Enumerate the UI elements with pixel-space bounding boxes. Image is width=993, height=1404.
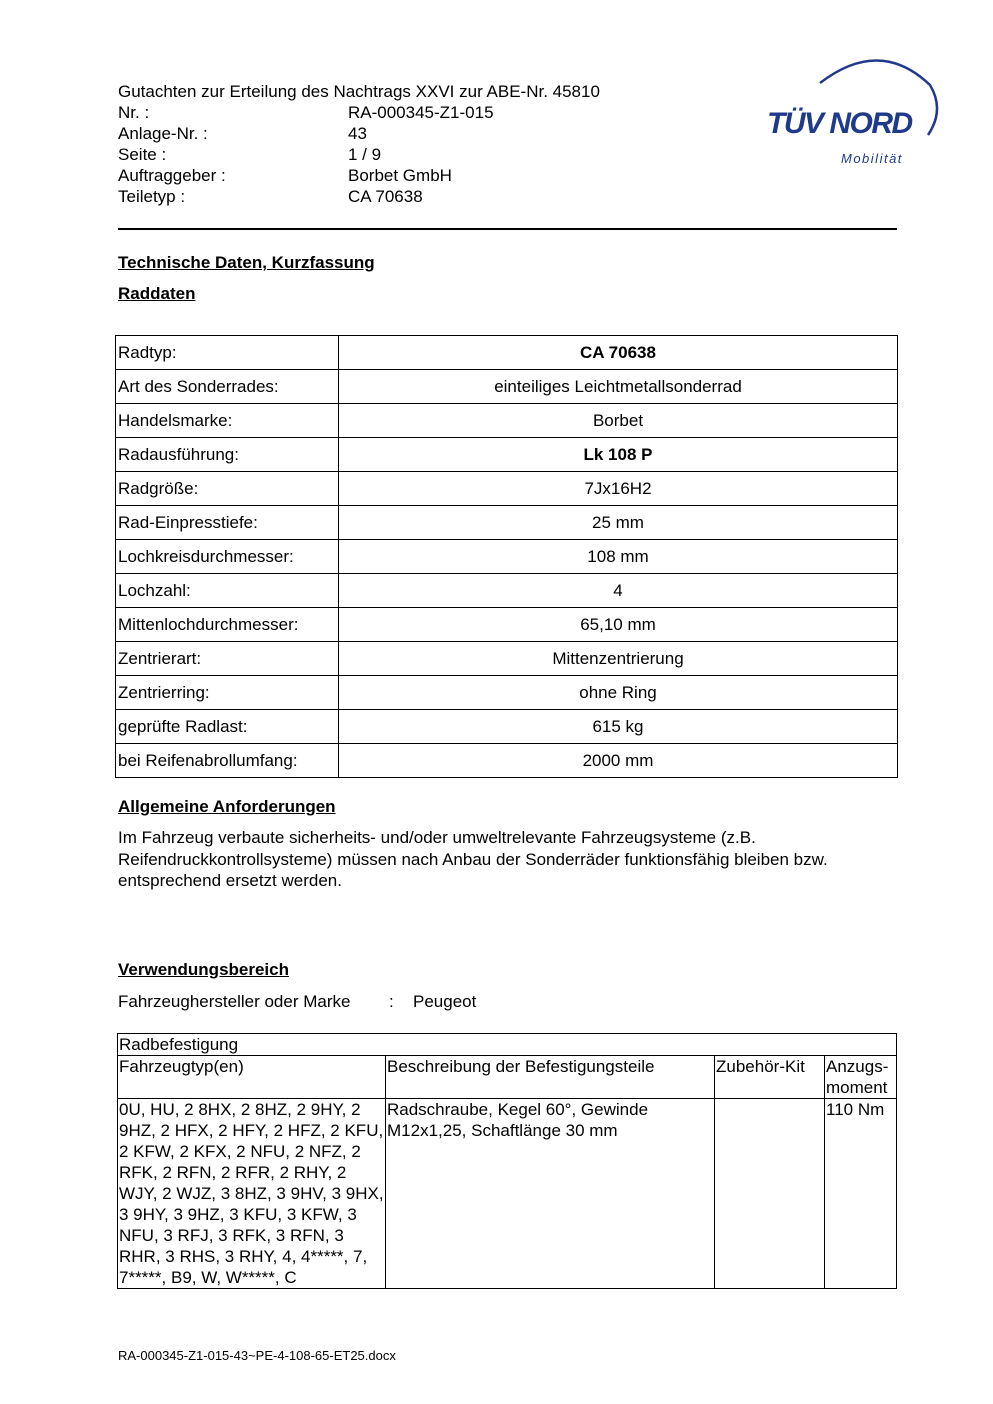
table-value: 65,10 mm: [339, 608, 898, 642]
table-row: [116, 540, 898, 574]
logo-subtitle: Mobilität: [841, 151, 903, 166]
table-row: [116, 676, 898, 710]
table-row: [116, 472, 898, 506]
table-value: 108 mm: [339, 540, 898, 574]
header-label-seite: Seite :: [118, 145, 167, 164]
manufacturer-separator: :: [389, 992, 394, 1011]
table-key: Radtyp:: [116, 336, 339, 370]
table-value: 615 kg: [339, 710, 898, 744]
table-header-row: [118, 1056, 897, 1099]
table-value: CA 70638: [339, 336, 898, 370]
manufacturer-value: Peugeot: [413, 992, 477, 1011]
column-header-kit: Zubehör-Kit: [715, 1056, 825, 1099]
table-key: Mittenlochdurchmesser:: [116, 608, 339, 642]
table-value: 2000 mm: [339, 744, 898, 778]
column-header-vehicle-types: Fahrzeugtyp(en): [118, 1056, 386, 1099]
column-header-torque: Anzugs-moment: [825, 1056, 897, 1099]
table-key: Zentrierring:: [116, 676, 339, 710]
table-row: [116, 404, 898, 438]
header-label-nr: Nr. :: [118, 103, 150, 122]
table-value: Mittenzentrierung: [339, 642, 898, 676]
wheel-mounting-table: [117, 1033, 897, 1289]
table-value: 7Jx16H2: [339, 472, 898, 506]
table-key: Lochzahl:: [116, 574, 339, 608]
header-label-anlage: Anlage-Nr. :: [118, 124, 208, 143]
header-value-nr: RA-000345-Z1-015: [348, 103, 494, 122]
table-value: Lk 108 P: [339, 438, 898, 472]
kit-cell: [715, 1099, 825, 1289]
table-key: Handelsmarke:: [116, 404, 339, 438]
table-row: [116, 438, 898, 472]
table-row: [116, 574, 898, 608]
table-key: Rad-Einpresstiefe:: [116, 506, 339, 540]
table-key: Art des Sonderrades:: [116, 370, 339, 404]
table-row: [116, 608, 898, 642]
document-title: Gutachten zur Erteilung des Nachtrags XXVI zur ABE-Nr. 45810: [118, 82, 600, 101]
header-value-seite: 1 / 9: [348, 145, 382, 164]
general-requirements-text: Im Fahrzeug verbaute sicherheits- und/oder umweltrelevante Fahrzeugsysteme (z.B. Reifendruckkontrollsysteme) müssen nach Anbau der Sonderräder funktionsfähig bleiben bzw. entsprechend ersetzt werden.: [118, 828, 828, 890]
table-key: geprüfte Radlast:: [116, 710, 339, 744]
table-row: [116, 744, 898, 778]
table-value: 25 mm: [339, 506, 898, 540]
vehicle-types-cell: 0U, HU, 2 8HX, 2 8HZ, 2 9HY, 2 9HZ, 2 HFX, 2 HFY, 2 HFZ, 2 KFU, 2 KFW, 2 KFX, 2 NFU, 2 NFZ, 2 RFK, 2 RFN, 2 RFR, 2 RHY, 2 WJY, 2 WJZ, 3 8HZ, 3 9HV, 3 9HX, 3 9HY, 3 9HZ, 3 KFU, 3 KFW, 3 NFU, 3 RFJ, 3 RFK, 3 RFN, 3 RHR, 3 RHS, 3 RHY, 4, 4*****, 7, 7*****, B9, W, W*****, C: [119, 1100, 384, 1287]
table-row: [116, 506, 898, 540]
table-key: Radausführung:: [116, 438, 339, 472]
section-wheel-data: Raddaten: [118, 284, 196, 303]
section-general: Allgemeine Anforderungen: [118, 797, 336, 816]
header-label-auftraggeber: Auftraggeber :: [118, 166, 226, 185]
header-value-anlage: 43: [348, 124, 367, 143]
table-key: Lochkreisdurchmesser:: [116, 540, 339, 574]
description-cell: Radschraube, Kegel 60°, Gewinde M12x1,25, Schaftlänge 30 mm: [386, 1099, 715, 1289]
table-value: 4: [339, 574, 898, 608]
header-divider: [118, 228, 897, 230]
logo-brand: TÜV NORD: [767, 107, 912, 140]
header-label-teiletyp: Teiletyp :: [118, 187, 186, 206]
table-row: [116, 642, 898, 676]
wheel-data-table: [115, 335, 898, 778]
table-key: bei Reifenabrollumfang:: [116, 744, 339, 778]
manufacturer-label: Fahrzeughersteller oder Marke: [118, 992, 351, 1011]
table-row: [118, 1099, 897, 1289]
table-value: ohne Ring: [339, 676, 898, 710]
table-row: [116, 370, 898, 404]
table-key: Zentrierart:: [116, 642, 339, 676]
footer-filename: RA-000345-Z1-015-43~PE-4-108-65-ET25.docx: [118, 1348, 396, 1363]
section-tech-data: Technische Daten, Kurzfassung: [118, 253, 375, 272]
table-row: [116, 710, 898, 744]
table-key: Radgröße:: [116, 472, 339, 506]
section-usage: Verwendungsbereich: [118, 960, 289, 979]
table-value: Borbet: [339, 404, 898, 438]
table-value: einteiliges Leichtmetallsonderrad: [339, 370, 898, 404]
header-value-auftraggeber: Borbet GmbH: [348, 166, 452, 185]
table-title: Radbefestigung: [118, 1034, 897, 1056]
table-row: [116, 336, 898, 370]
column-header-description: Beschreibung der Befestigungsteile: [386, 1056, 715, 1099]
header-value-teiletyp: CA 70638: [348, 187, 423, 206]
torque-cell: 110 Nm: [825, 1099, 897, 1289]
table-title-row: [118, 1034, 897, 1056]
